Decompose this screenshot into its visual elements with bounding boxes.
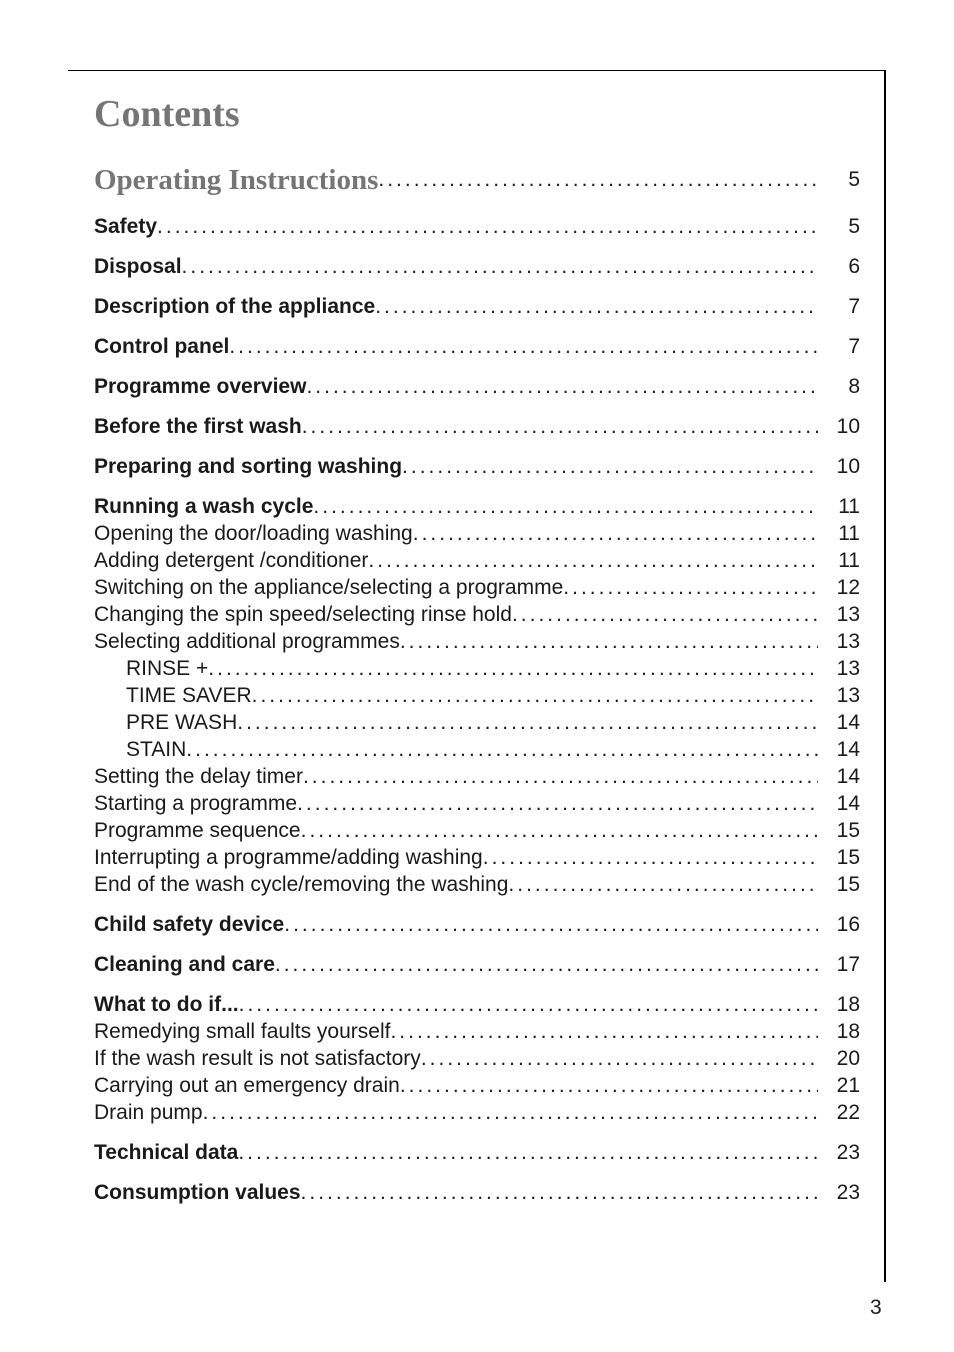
page-title: Contents: [94, 93, 240, 135]
dot-leader: [229, 333, 818, 360]
toc-entry: [94, 253, 860, 280]
dot-leader: [306, 373, 818, 400]
toc-entry-label: Before the first wash: [94, 415, 302, 438]
toc-entry-page: 6: [848, 255, 860, 278]
toc-entry: [94, 817, 860, 844]
toc-entry-page: 7: [848, 295, 860, 318]
toc-entry: [94, 682, 860, 709]
dot-leader: [400, 628, 818, 655]
toc-entry-label: Setting the delay timer: [94, 765, 303, 788]
toc-entry-page: 11: [838, 522, 860, 545]
dot-leader: [186, 736, 818, 763]
toc-entry-page: 10: [836, 415, 860, 438]
toc-entry: [94, 160, 860, 200]
toc-entry: [94, 655, 860, 682]
dot-leader: [238, 1139, 818, 1166]
toc-entry: [94, 333, 860, 360]
toc-entry: [94, 520, 860, 547]
dot-leader: [237, 709, 818, 736]
toc-entry-label: Opening the door/loading washing: [94, 522, 413, 545]
toc-entry-page: 14: [836, 711, 860, 734]
toc-entry: [94, 213, 860, 240]
toc-entry-page: 8: [848, 375, 860, 398]
toc-entry: [94, 373, 860, 400]
toc-entry-label: End of the wash cycle/removing the washing: [94, 873, 509, 896]
toc-entry: [94, 871, 860, 898]
dot-leader: [182, 253, 818, 280]
toc-entry-label: Technical data: [94, 1141, 239, 1164]
toc-entry-label: Cleaning and care: [94, 953, 275, 976]
dot-leader: [483, 844, 818, 871]
toc-entry: [94, 413, 860, 440]
toc-entry-label: Programme overview: [94, 375, 307, 398]
toc-entry-page: 18: [836, 993, 860, 1016]
toc-entry: [94, 951, 860, 978]
toc-entry: [94, 1018, 860, 1045]
dot-leader: [239, 991, 818, 1018]
toc-entry-label: STAIN: [126, 738, 187, 761]
toc-entry-label: Remedying small faults yourself: [94, 1020, 391, 1043]
toc-entry-label: Control panel: [94, 335, 230, 358]
toc-entry: [94, 293, 860, 320]
toc-entry: [94, 628, 860, 655]
toc-entry-label: Safety: [94, 215, 158, 238]
dot-leader: [563, 574, 818, 601]
toc-entry-label: Carrying out an emergency drain: [94, 1074, 400, 1097]
toc-entry-page: 15: [836, 819, 860, 842]
dot-leader: [203, 1099, 818, 1126]
toc-entry: [94, 453, 860, 480]
toc-entry-page: 13: [836, 630, 860, 653]
dot-leader: [301, 1179, 818, 1206]
dot-leader: [400, 1072, 818, 1099]
dot-leader: [284, 911, 818, 938]
toc-entry-label: RINSE +: [126, 657, 209, 680]
toc-entry-page: 17: [836, 953, 860, 976]
toc-entry-page: 22: [836, 1101, 860, 1124]
toc-entry: [94, 493, 860, 520]
dot-leader: [297, 790, 818, 817]
toc-entry: [94, 574, 860, 601]
toc-entry-label: Switching on the appliance/selecting a programme: [94, 576, 564, 599]
toc-entry-page: 13: [836, 603, 860, 626]
toc-entry-label: Child safety device: [94, 913, 285, 936]
toc-entry-page: 20: [836, 1047, 860, 1070]
toc-entry: [94, 1139, 860, 1166]
dot-leader: [303, 763, 818, 790]
dot-leader: [390, 1018, 818, 1045]
side-rule: [884, 70, 886, 1282]
toc-entry-page: 5: [848, 215, 860, 238]
toc-entry-label: What to do if...: [94, 993, 239, 1016]
toc-entry: [94, 1072, 860, 1099]
toc-entry-page: 7: [848, 335, 860, 358]
toc-entry: [94, 763, 860, 790]
dot-leader: [302, 413, 818, 440]
dot-leader: [208, 655, 818, 682]
toc-entry-label: Description of the appliance: [94, 295, 376, 318]
table-of-contents: [94, 160, 860, 1206]
page-number: 3: [870, 1296, 882, 1319]
toc-entry: [94, 844, 860, 871]
toc-entry-page: 11: [838, 495, 860, 518]
toc-entry-label: Programme sequence: [94, 819, 301, 842]
toc-entry-page: 18: [836, 1020, 860, 1043]
toc-entry-page: 15: [836, 873, 860, 896]
toc-entry-label: Operating Instructions: [94, 164, 379, 196]
toc-entry: [94, 601, 860, 628]
toc-entry: [94, 547, 860, 574]
dot-leader: [252, 682, 818, 709]
dot-leader: [508, 871, 818, 898]
toc-entry-label: Changing the spin speed/selecting rinse hold: [94, 603, 512, 626]
toc-entry-label: Consumption values: [94, 1181, 301, 1204]
toc-entry-label: Drain pump: [94, 1101, 203, 1124]
dot-leader: [301, 817, 818, 844]
toc-entry: [94, 1099, 860, 1126]
dot-leader: [512, 601, 818, 628]
toc-entry: [94, 991, 860, 1018]
toc-entry-page: 15: [836, 846, 860, 869]
toc-entry-label: Selecting additional programmes: [94, 630, 400, 653]
toc-entry-label: PRE WASH: [126, 711, 238, 734]
toc-entry: [94, 736, 860, 763]
toc-entry-label: If the wash result is not satisfactory: [94, 1047, 421, 1070]
toc-entry-page: 23: [836, 1141, 860, 1164]
toc-entry-page: 21: [836, 1074, 860, 1097]
toc-entry-page: 5: [848, 168, 860, 191]
toc-entry-page: 13: [836, 657, 860, 680]
toc-entry-label: Preparing and sorting washing: [94, 455, 403, 478]
dot-leader: [157, 213, 818, 240]
toc-entry-label: Starting a programme: [94, 792, 298, 815]
top-rule: [68, 70, 886, 71]
toc-entry-label: Interrupting a programme/adding washing: [94, 846, 483, 869]
toc-entry-label: Disposal: [94, 255, 182, 278]
toc-entry-page: 14: [836, 792, 860, 815]
toc-entry-page: 23: [836, 1181, 860, 1204]
toc-entry: [94, 709, 860, 736]
dot-leader: [413, 520, 818, 547]
toc-entry-label: Adding detergent /conditioner: [94, 549, 369, 572]
toc-entry-page: 16: [836, 913, 860, 936]
toc-entry-label: Running a wash cycle: [94, 495, 314, 518]
toc-entry-label: TIME SAVER: [126, 684, 252, 707]
toc-entry-page: 14: [836, 765, 860, 788]
toc-entry-page: 13: [836, 684, 860, 707]
dot-leader: [421, 1045, 818, 1072]
toc-entry-page: 12: [836, 576, 860, 599]
toc-entry: [94, 1179, 860, 1206]
toc-entry-page: 14: [836, 738, 860, 761]
dot-leader: [313, 493, 818, 520]
toc-entry-page: 10: [836, 455, 860, 478]
dot-leader: [402, 453, 818, 480]
dot-leader: [378, 160, 818, 200]
toc-entry: [94, 1045, 860, 1072]
toc-entry: [94, 790, 860, 817]
toc-entry-page: 11: [838, 549, 860, 572]
dot-leader: [275, 951, 818, 978]
dot-leader: [375, 293, 818, 320]
toc-entry: [94, 911, 860, 938]
dot-leader: [368, 547, 818, 574]
